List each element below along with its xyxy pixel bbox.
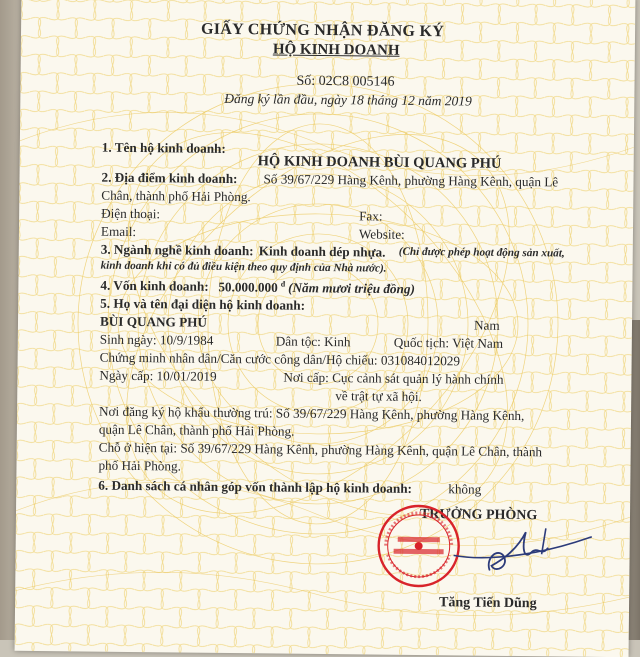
certificate-content bbox=[15, 0, 636, 657]
certificate-paper bbox=[15, 0, 636, 657]
capital-in-words: (Năm mươi triệu đồng) bbox=[288, 280, 415, 297]
handwritten-signature bbox=[445, 507, 596, 579]
current-address-line2: phố Hải Phòng. bbox=[98, 457, 182, 474]
capital-amount: 50.000.000 bbox=[218, 279, 278, 295]
nationality: Quốc tịch: Việt Nam bbox=[393, 334, 504, 351]
representative-name: BÙI QUANG PHÚ bbox=[99, 313, 208, 330]
certificate-title: GIẤY CHỨNG NHẬN ĐĂNG KÝ bbox=[200, 20, 445, 41]
fax-label: Fax: bbox=[359, 208, 383, 224]
business-line-note-1: (Chỉ được phép hoạt động sản xuất, bbox=[398, 245, 565, 260]
phone-label: Điện thoại: bbox=[101, 205, 161, 222]
capital-contributors-label: 6. Danh sách cá nhân góp vốn thành lập hộ kinh doanh: bbox=[98, 477, 413, 496]
representative-gender: Nam bbox=[473, 317, 500, 333]
website-label: Website: bbox=[358, 226, 405, 242]
capital-value bbox=[218, 279, 415, 297]
representative-label: 5. Họ và tên đại diện hộ kinh doanh: bbox=[100, 295, 306, 313]
issue-date: Ngày cấp: 10/01/2019 bbox=[99, 367, 217, 384]
business-location-line1: Số 39/67/229 Hàng Kênh, phường Hàng Kênh, quận Lê bbox=[263, 171, 559, 190]
signer-name: Tăng Tiến Dũng bbox=[439, 595, 537, 612]
ethnicity: Dân tộc: Kinh bbox=[275, 333, 351, 350]
issue-place-line2: về trật tự xã hội. bbox=[335, 388, 422, 405]
business-line-value: Kinh doanh dép nhựa. bbox=[258, 243, 386, 260]
current-address-line1: Chỗ ở hiện tại: Số 39/67/229 Hàng Kênh, phường Hàng Kênh, quận Lê Chân, thành bbox=[98, 439, 543, 460]
id-number: Chứng minh nhân dân/Căn cước công dân/Hộ chiếu: 031084012029 bbox=[99, 349, 461, 369]
business-name-label: 1. Tên hộ kinh doanh: bbox=[101, 139, 226, 156]
email-label: Email: bbox=[100, 223, 137, 240]
registration-date: Đăng ký lần đầu, ngày 18 tháng 12 năm 2019 bbox=[224, 90, 472, 109]
business-line-label: 3. Ngành nghề kinh doanh: bbox=[100, 241, 254, 259]
permanent-address-line1: Nơi đăng ký hộ khẩu thường trú: Số 39/67/229 Hàng Kênh, phường Hàng Kênh, bbox=[98, 403, 525, 424]
business-name-value: HỘ KINH DOANH BÙI QUANG PHÚ bbox=[257, 153, 502, 172]
permanent-address-line2: quận Lê Chân, thành phố Hải Phòng. bbox=[98, 421, 295, 439]
certificate-number: Số: 02C8 005146 bbox=[296, 73, 395, 90]
business-location-label: 2. Địa điểm kinh doanh: bbox=[101, 169, 238, 187]
issue-place-line1: Nơi cấp: Cục cảnh sát quản lý hành chính bbox=[283, 369, 504, 387]
business-location-line2: Chân, thành phố Hải Phòng. bbox=[101, 187, 251, 205]
business-line-note-2: kinh doanh khi có đủ điều kiện theo quy định của Nhà nước). bbox=[100, 259, 387, 275]
capital-label: 4. Vốn kinh doanh: bbox=[100, 277, 209, 294]
signer-title: TRƯỞNG PHÒNG bbox=[419, 507, 538, 524]
certificate-subtitle: HỘ KINH DOANH bbox=[272, 41, 400, 59]
capital-contributors-value: không bbox=[448, 481, 482, 497]
capital-unit: đ bbox=[280, 279, 286, 289]
date-of-birth: Sinh ngày: 10/9/1984 bbox=[99, 331, 214, 348]
